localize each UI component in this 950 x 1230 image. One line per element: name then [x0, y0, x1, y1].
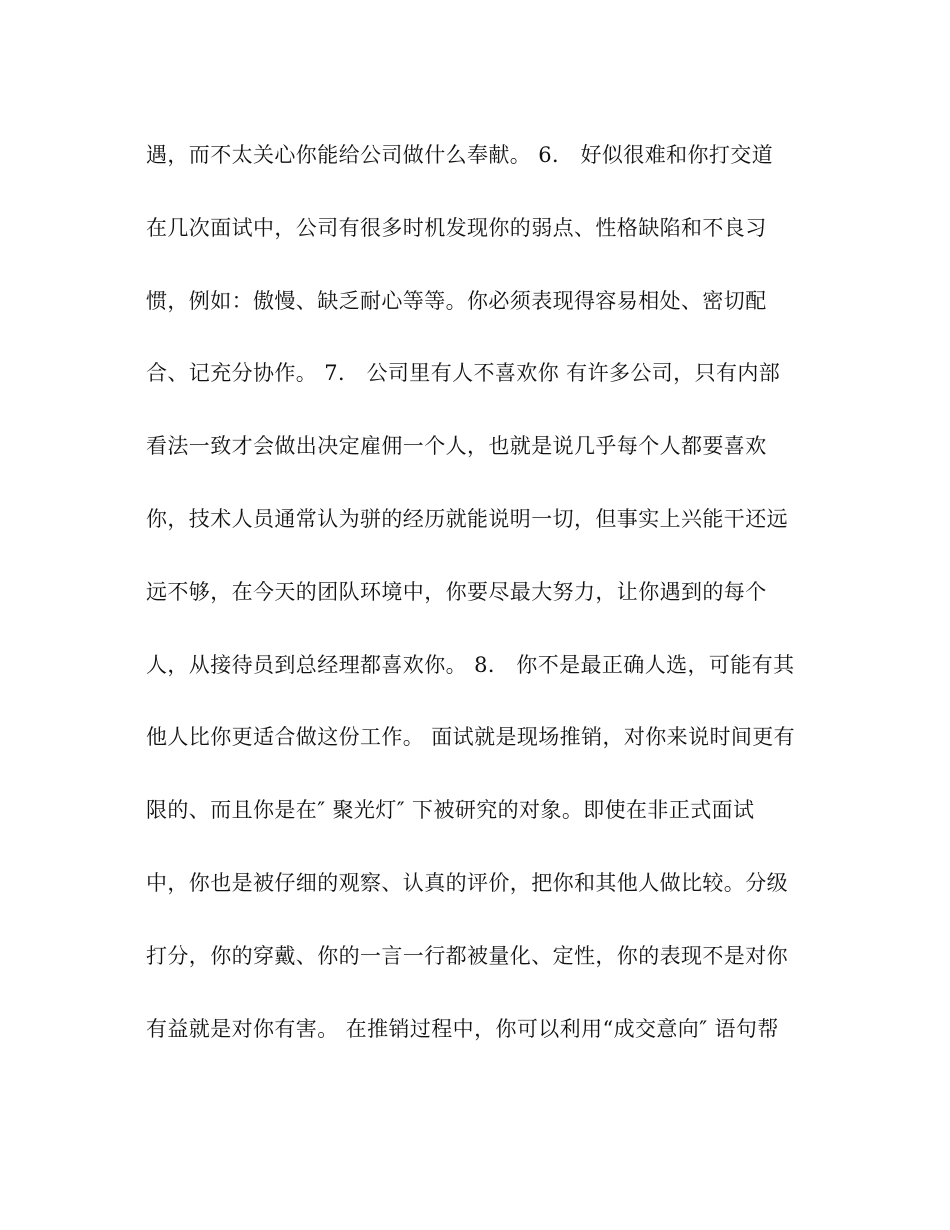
text-line: 惯，例如：傲慢、缺乏耐心等等。你必须表现得容易相处、密切配 — [146, 288, 767, 313]
text-line: 人，从接待员到总经理都喜欢你。 8． 你不是最正确人选，可能有其 — [146, 652, 795, 677]
text-line: 限的、而且你是在″ 聚光灯″ 下被研究的对象。即使在非正式面试 — [146, 798, 755, 823]
text-line: 你，技术人员通常认为骈的经历就能说明一切，但事实上兴能干还远 — [146, 506, 788, 531]
text-line: 中，你也是被仔细的观察、认真的评价，把你和其他人做比较。分级 — [146, 870, 788, 895]
text-line: 有益就是对你有害。 在推销过程中，你可以利用“成交意向″ 语句帮 — [146, 1016, 779, 1041]
body-text — [146, 138, 826, 1084]
text-line: 远不够，在今天的团队环境中，你要尽最大努力，让你遇到的每个 — [146, 579, 767, 604]
text-line: 合、记充分协作。 7． 公司里有人不喜欢你 有许多公司，只有内部 — [146, 361, 781, 386]
text-line: 他人比你更适合做这份工作。 面试就是现场推销，对你来说时间更有 — [146, 725, 796, 750]
text-line: 打分，你的穿戴、你的一言一行都被量化、定性，你的表现不是对你 — [146, 943, 788, 968]
text-line: 在几次面试中，公司有很多时机发现你的弱点、性格缺陷和不良习 — [146, 215, 767, 240]
text-line: 遇，而不太关心你能给公司做什么奉献。 6． 好似很难和你打交道 — [146, 143, 774, 167]
text-line: 看法一致才会做出决定雇佣一个人，也就是说几乎每个人都要喜欢 — [146, 434, 767, 459]
